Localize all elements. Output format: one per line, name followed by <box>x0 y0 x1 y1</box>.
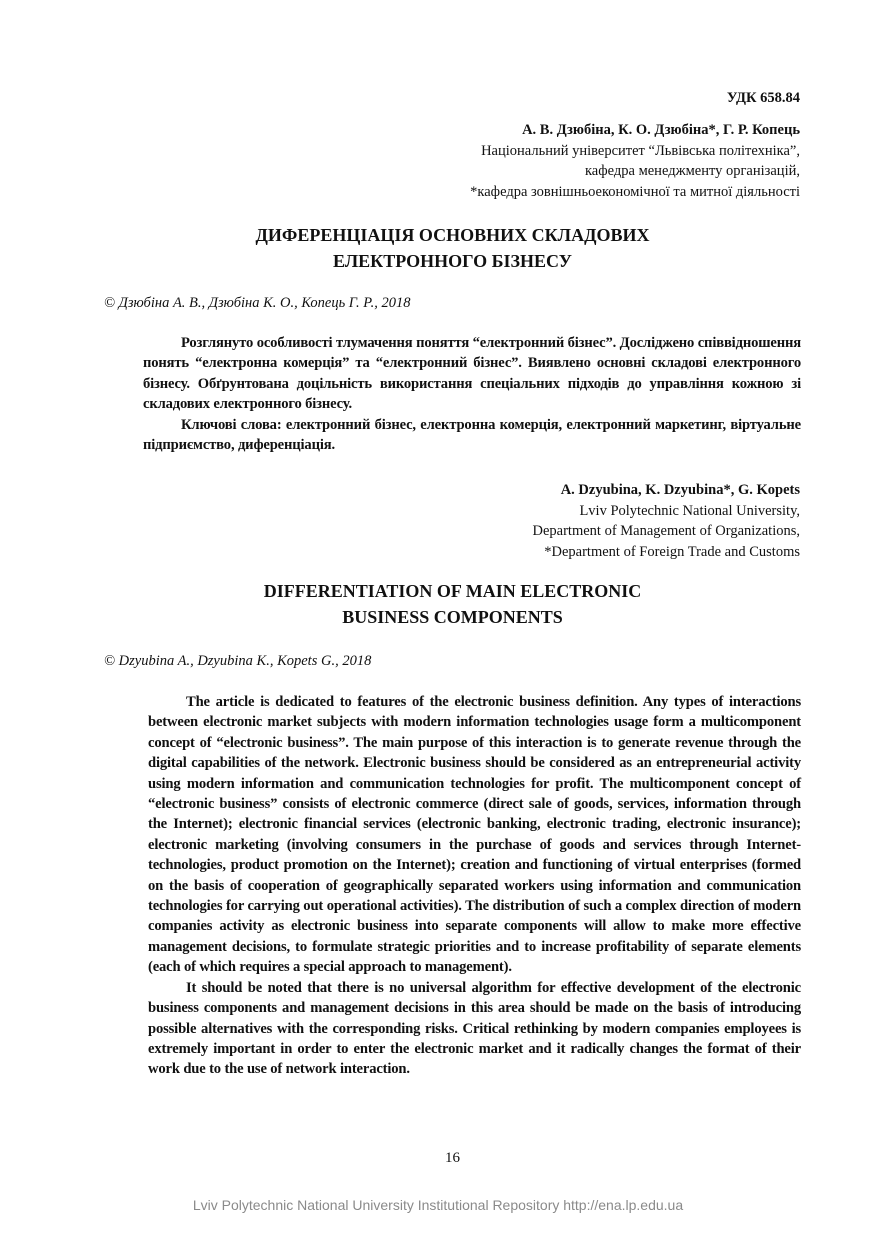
ua-affiliation-line: кафедра менеджменту організацій, <box>584 163 800 179</box>
en-abstract-paragraph: The article is dedicated to features of the electronic business definition. Any types of interactions between electronic market subjects with modern information technologies usage form a multicomponent concept of “electronic business”. The main purpose of this interaction is to generate revenue through the digital capabilities of the network. Electronic business should be considered as an entrepreneurial activity using modern information and communication technologies for profit. The multicomponent concept of “electronic business” consists of electronic commerce (direct sale of goods, services, information through the Internet); electronic financial services (electronic banking, electronic trading, electronic insurance); electronic marketing (involving consumers in the purchase of goods and services through Internet-technologies, product promotion on the Internet); creation and functioning of virtual enterprises (formed on the basis of cooperation of geographically separated workers using information and communication technologies for carrying out operational activities). The distribution of such a complex direction of modern companies activity as electronic business into separate components will allow to make more effective management decisions, to formulate strategic priorities and to increase profitability of separate elements (each of which requires a special approach to management). <box>148 694 801 976</box>
en-affiliation-line: Lviv Polytechnic National University, <box>579 502 800 519</box>
page-number: 16 <box>445 1150 460 1166</box>
udc-code: УДК 658.84 <box>726 90 800 106</box>
ua-author-block <box>470 120 800 202</box>
ua-authors: А. В. Дзюбіна, К. О. Дзюбіна*, Г. Р. Копець <box>522 122 800 138</box>
en-abstract-paragraph: It should be noted that there is no universal algorithm for effective development of the electronic business components and management decisions in this area should be made on the basis of introducing possible alternatives with the corresponding risks. Critical rethinking by modern companies employees is extremely important in order to enter the electronic market and it radically changes the format of their work due to the use of network interaction. <box>148 979 801 1078</box>
en-authors: A. Dzyubina, K. Dzyubina*, G. Kopets <box>560 482 800 498</box>
ua-keywords: Ключові слова: електронний бізнес, електронна комерція, електронний маркетинг, віртуальне підприємство, диференціація. <box>143 416 801 454</box>
en-title-line: BUSINESS COMPONENTS <box>342 607 563 627</box>
en-title-line: DIFFERENTIATION OF MAIN ELECTRONIC <box>263 581 642 601</box>
ua-copyright: © Дзюбіна А. В., Дзюбіна К. О., Копець Г. Р., 2018 <box>104 295 411 311</box>
ua-title-line: ДИФЕРЕНЦІАЦІЯ ОСНОВНИХ СКЛАДОВИХ <box>255 225 650 245</box>
en-affiliation-line: Department of Management of Organizations, <box>532 523 800 539</box>
ua-title-line: ЕЛЕКТРОННОГО БІЗНЕСУ <box>332 251 573 271</box>
ua-abstract-text: Розглянуто особливості тлумачення поняття “електронний бізнес”. Досліджено співвідношення понять “електронна комерція” та “електронний бізнес”. Виявлено основні складові електронного бізнесу. Обґрунтована доцільність використання спеціальних підходів до управління кожною зі складових електронного бізнесу. <box>143 335 801 413</box>
en-abstract <box>148 692 801 1080</box>
en-affiliation-line: *Department of Foreign Trade and Customs <box>544 543 800 560</box>
ua-affiliation-line: Національний університет “Львівська політехніка”, <box>481 142 800 159</box>
ua-title <box>100 222 805 274</box>
en-author-block <box>533 480 801 562</box>
en-title <box>100 578 805 630</box>
en-copyright: © Dzyubina A., Dzyubina K., Kopets G., 2018 <box>104 653 372 669</box>
ua-abstract <box>143 333 801 455</box>
ua-affiliation-line: *кафедра зовнішньоекономічної та митної діяльності <box>470 183 800 200</box>
repository-footer: Lviv Polytechnic National University Institutional Repository http://ena.lp.edu.ua <box>192 1197 684 1213</box>
